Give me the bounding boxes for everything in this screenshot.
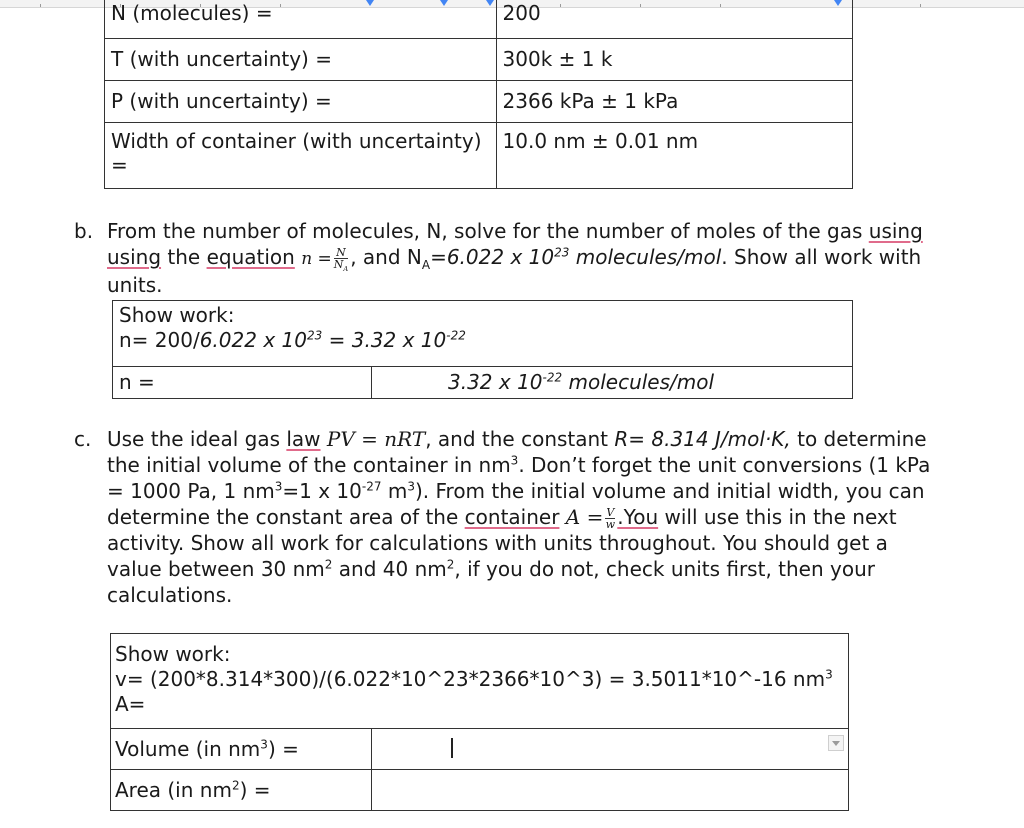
text: From the number of molecules, N, solve for the number of moles of the gas <box>107 219 869 243</box>
table-row <box>113 367 853 399</box>
superscript: -22 <box>542 370 563 385</box>
part-c-question <box>74 426 937 608</box>
table-row <box>111 634 849 729</box>
text: Use the ideal gas <box>107 427 287 451</box>
superscript: 23 <box>554 245 570 260</box>
cell-value: 200 <box>502 1 541 25</box>
part-c-line-2 <box>107 452 937 478</box>
part-c-work-table <box>110 633 849 729</box>
text: determine the constant area of the <box>107 505 465 529</box>
table-cell[interactable] <box>496 39 852 81</box>
text-italic: molecules/mol <box>569 245 722 269</box>
table-cell[interactable] <box>111 634 849 729</box>
table-row <box>105 81 853 123</box>
cell-label: N (molecules) = <box>111 1 273 25</box>
cell-label: T (with uncertainty) = <box>111 47 332 71</box>
work-line <box>115 667 844 692</box>
part-c-line-6 <box>107 556 937 582</box>
table-cell[interactable] <box>496 0 852 39</box>
part-c-answer-table <box>110 728 849 811</box>
spell-flag-word[interactable]: .You <box>617 505 659 529</box>
table-row <box>105 39 853 81</box>
fraction-numerator: V <box>606 506 615 519</box>
area-label <box>111 770 371 810</box>
cell-label-text: Width of container (with uncertainty) <box>111 129 482 153</box>
table-cell[interactable] <box>105 39 497 81</box>
table-cell[interactable] <box>105 81 497 123</box>
superscript: -27 <box>361 479 382 494</box>
part-c-line-7: calculations. <box>107 583 233 607</box>
text: Volume (in nm <box>115 737 261 761</box>
table-cell[interactable] <box>105 0 497 39</box>
text: the initial volume of the container in nm <box>107 453 511 477</box>
text: . Show all work with <box>721 245 922 269</box>
text-italic: =6.022 x 10 <box>430 245 555 269</box>
table-cell[interactable] <box>111 729 372 770</box>
superscript: 3 <box>274 479 283 494</box>
equation-lhs: n = <box>301 249 332 269</box>
superscript: 3 <box>407 479 415 494</box>
table-cell[interactable] <box>111 770 372 811</box>
spell-flag-word[interactable]: equation <box>206 245 295 269</box>
text: , and N <box>350 245 422 269</box>
part-b-label: b. <box>74 219 94 243</box>
text: v= (200*8.314*300)/(6.022*10^23*2366*10^3) = 3.5011*10^-16 nm <box>115 667 826 691</box>
superscript: 3 <box>260 737 268 752</box>
text: , and the constant <box>425 427 615 451</box>
spell-flag-word[interactable]: law <box>286 427 321 451</box>
dropdown-arrow-icon[interactable] <box>828 735 844 751</box>
area-answer-cell[interactable] <box>372 770 849 811</box>
fraction-numerator: N <box>334 247 348 259</box>
superscript: -22 <box>446 328 466 343</box>
table-cell[interactable] <box>496 81 852 123</box>
table-row <box>113 301 853 367</box>
text: and 40 nm <box>332 557 447 581</box>
text: ) = <box>267 737 299 761</box>
text-caret-icon <box>451 738 453 758</box>
ruler-tick <box>920 4 921 7</box>
text: =1 x 10 <box>282 479 362 503</box>
table-row <box>111 729 849 770</box>
text-italic: molecules/mol <box>562 370 715 394</box>
fraction-v-over-w <box>605 507 615 530</box>
text: ). From the initial volume and initial width, you can <box>414 479 925 503</box>
cell-label-equals: = <box>111 153 128 177</box>
den-sub: A <box>343 265 349 274</box>
spell-flag-word[interactable]: using <box>107 245 162 269</box>
den-base: N <box>333 258 344 271</box>
text-italic: 3.32 x 10 <box>448 370 543 394</box>
table-row <box>105 123 853 189</box>
work-content <box>113 301 852 355</box>
part-c-line-5: activity. Show all work for calculations with units throughout. You should get a <box>107 531 888 555</box>
answer-value <box>372 367 852 394</box>
data-table <box>104 0 853 189</box>
part-b-work-table <box>112 300 853 367</box>
show-work-label: Show work: <box>119 303 235 327</box>
work-line <box>119 328 846 353</box>
work-content <box>111 634 848 725</box>
part-b-question <box>74 218 927 298</box>
volume-label <box>111 729 371 769</box>
superscript: 3 <box>510 453 519 468</box>
volume-answer-cell[interactable] <box>372 729 849 770</box>
text-italic: R= 8.314 J/mol·K, <box>614 427 791 451</box>
text: will use this in the next <box>658 505 897 529</box>
text: n= 200/ <box>119 328 200 352</box>
text: m <box>381 479 408 503</box>
spell-flag-word[interactable]: container <box>464 505 560 529</box>
part-c-line-3 <box>107 478 937 504</box>
part-b-line-1 <box>107 218 927 244</box>
part-c-line-1 <box>107 426 937 452</box>
text: , if you do not, check units first, then your <box>454 557 875 581</box>
table-row <box>105 0 853 39</box>
subscript: A <box>421 258 431 272</box>
answer-label: n = <box>119 370 155 394</box>
part-b-line-3: units. <box>107 273 163 297</box>
table-cell[interactable] <box>113 367 372 399</box>
show-work-label: Show work: <box>115 642 231 666</box>
text-italic: 6.022 x 10 <box>199 328 307 352</box>
cell-value: 2366 kPa ± 1 kPa <box>502 89 679 113</box>
ruler-tick <box>40 4 41 7</box>
part-c-line-4 <box>107 504 937 530</box>
table-cell[interactable] <box>113 301 853 367</box>
superscript: 23 <box>306 328 323 343</box>
superscript: 2 <box>324 557 333 572</box>
text: Area (in nm <box>115 778 232 802</box>
text-italic: = 3.32 x 10 <box>322 328 447 352</box>
superscript: 2 <box>231 778 240 793</box>
text: the <box>161 245 207 269</box>
table-cell[interactable] <box>372 367 853 399</box>
text: = 1000 Pa, 1 nm <box>107 479 275 503</box>
cell-value: 300k ± 1 k <box>502 47 613 71</box>
part-c-label: c. <box>74 427 92 451</box>
cell-label: P (with uncertainty) = <box>111 89 332 113</box>
cell-value: 10.0 nm ± 0.01 nm <box>502 129 699 153</box>
part-b-line-2 <box>107 244 927 272</box>
equation-area: A = <box>559 505 604 529</box>
text: to determine <box>790 427 927 451</box>
table-cell[interactable] <box>496 123 852 189</box>
part-b-answer-table <box>112 366 853 399</box>
spell-flag-word[interactable]: using <box>868 219 923 243</box>
text: . Don’t forget the unit conversions (1 kPa <box>518 453 931 477</box>
equation-pv-nrt: PV = nRT <box>320 427 426 451</box>
work-area-line: A= <box>115 692 146 716</box>
fraction-denominator <box>333 258 349 274</box>
superscript: 3 <box>825 667 833 682</box>
fraction-denominator: w <box>605 518 616 531</box>
table-cell[interactable] <box>105 123 497 189</box>
text: ) = <box>239 778 271 802</box>
cell-label <box>105 123 496 181</box>
text: value between 30 nm <box>107 557 325 581</box>
table-row <box>111 770 849 811</box>
superscript: 2 <box>446 557 455 572</box>
fraction-n-over-na <box>333 246 349 274</box>
